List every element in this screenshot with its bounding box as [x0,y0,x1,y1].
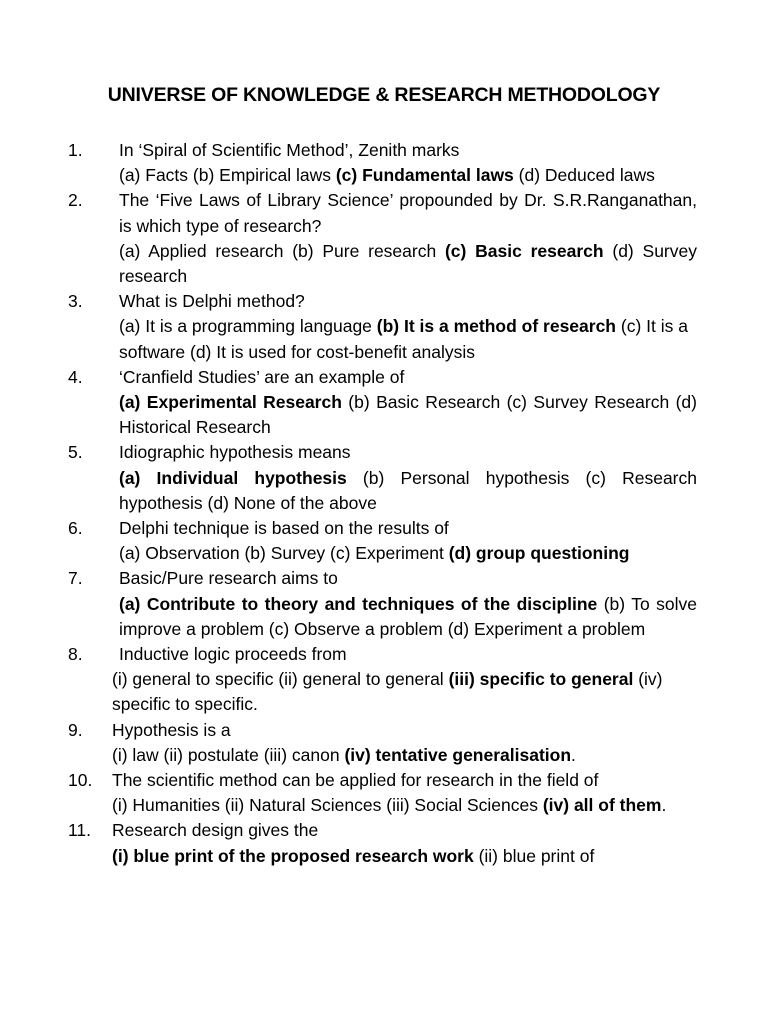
question-text: In ‘Spiral of Scientific Method’, Zenith marks [119,140,460,160]
question-number: 9. [68,719,83,740]
option-text: (i) general to specific (ii) general to general [112,669,449,690]
question-options [119,592,697,642]
question-text: The scientific method can be applied for research in the field of [112,770,599,791]
question-text: Inductive logic proceeds from [119,644,347,665]
question-list [0,138,768,869]
question-number: 7. [68,568,83,589]
option-text: (d) Deduced laws [513,165,655,186]
option-text: (a) Facts (b) Empirical laws [119,165,336,186]
answer-text: (a) Contribute to theory and techniques of the discipline [119,593,598,614]
question-number: 8. [68,644,83,665]
question-number: 2. [68,190,83,211]
question-number: 5. [68,442,83,463]
question-options [119,466,697,516]
question-options [119,390,697,440]
question-options [119,314,697,364]
option-text: (d) Survey research [119,240,697,287]
answer-text: (c) Fundamental laws [335,165,514,186]
answer-text: (c) Basic research [444,240,604,261]
answer-text: (iv) all of them [542,795,662,816]
question-options [112,667,704,717]
option-text: (a) Observation (b) Survey (c) Experiment [119,543,449,564]
question-item [0,566,768,642]
question-item [0,289,768,365]
question-item [0,642,768,718]
answer-text: (i) blue print of the proposed research work [112,845,474,866]
question-text: The ‘Five Laws of Library Science’ propounded by Dr. S.R.Ranganathan, is which type of research? [119,190,697,236]
option-text: (a) Applied research (b) Pure research [119,240,445,261]
question-text: Basic/Pure research aims to [119,568,338,589]
option-text: (i) Humanities (ii) Natural Sciences (iii) Social Sciences [112,795,543,816]
question-item [0,365,768,441]
option-text: (ii) blue print of [473,845,595,866]
question-item [0,440,768,516]
question-number: 11. [68,820,92,841]
question-options [119,541,697,566]
question-item [0,718,768,768]
answer-text: (b) It is a method of research [376,316,616,337]
option-text: (b) Basic Research (c) Survey Research (d) Historical Research [119,392,697,438]
question-item [0,768,768,818]
question-text: ‘Cranfield Studies’ are an example of [119,366,405,387]
question-item [0,818,768,868]
option-text: (a) It is a programming language [119,316,377,337]
answer-text: (a) Experimental Research [119,392,342,413]
option-text: (b) To solve improve a problem (c) Observe a problem (d) Experiment a problem [119,593,698,639]
option-text: (i) law (ii) postulate (iii) canon [112,744,345,765]
answer-text: (d) group questioning [448,543,630,564]
question-item [0,138,768,188]
question-text: Idiographic hypothesis means [119,442,351,463]
answer-text: (iv) tentative generalisation [344,744,572,765]
option-text: . [661,795,667,816]
option-text: (b) Personal hypothesis (c) Research hypothesis (d) None of the above [119,467,697,513]
question-number: 1. [68,140,83,160]
question-options [112,743,690,768]
question-text: Research design gives the [112,820,319,841]
question-text: Delphi technique is based on the results of [119,518,449,539]
page-title: UNIVERSE OF KNOWLEDGE & RESEARCH METHODOLOGY [107,84,661,106]
option-text: (c) It is a software (d) It is used for cost-benefit analysis [119,316,688,362]
question-options [112,793,690,818]
question-options [119,239,697,289]
answer-text: (iii) specific to general [448,669,634,690]
question-item [0,516,768,566]
question-text: Hypothesis is a [112,719,231,740]
answer-text: (a) Individual hypothesis [119,467,347,488]
option-text: (iv) specific to specific. [112,669,663,715]
question-number: 6. [68,518,83,539]
question-item [0,188,768,289]
question-number: 4. [68,366,83,387]
option-text: . [571,744,576,765]
question-number: 10. [68,770,93,791]
question-number: 3. [68,291,83,312]
question-text: What is Delphi method? [119,291,305,312]
question-options [112,844,690,869]
question-options [119,163,697,188]
